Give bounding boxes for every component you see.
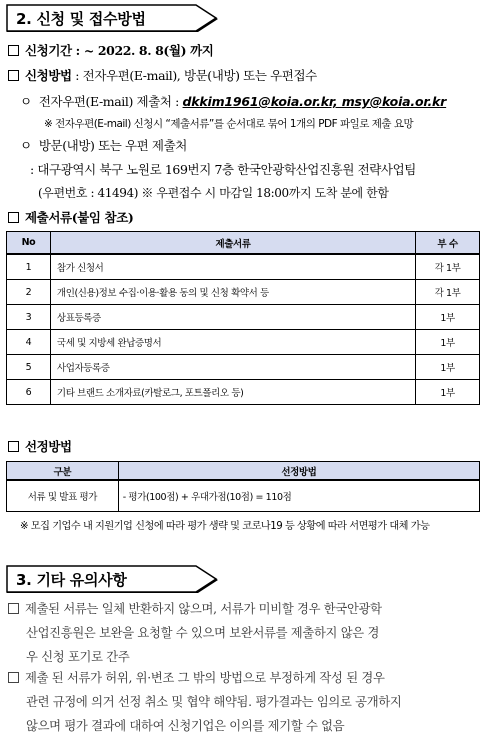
header-count: 부 수: [416, 232, 480, 255]
table-header-row: [7, 232, 480, 255]
selection-method: - 평가(100점) + 우대가점(10점) = 110점: [118, 480, 479, 512]
selection-heading: [8, 437, 72, 455]
row-no: 3: [7, 305, 51, 330]
section-2-banner: [6, 4, 216, 30]
docs-heading: [8, 208, 133, 226]
notice-2-line-3: 않으며 평가 결과에 대하여 신청기업은 이의를 제기할 수 없음: [26, 719, 345, 733]
table-row: [7, 254, 480, 280]
selection-heading-text: 선정방법: [25, 439, 72, 454]
method-label: 신청방법: [25, 68, 72, 83]
visit-submission: [20, 136, 187, 154]
email-label: 전자우편(E-mail) 제출처 :: [38, 94, 179, 109]
table-row: [7, 480, 480, 512]
circle-marker: ㅇ: [20, 138, 32, 153]
row-count: 1부: [416, 330, 480, 355]
notice-1-line-2: 산업진흥원은 보완을 요청할 수 있으며 보완서류를 제출하지 않은 경: [26, 626, 380, 640]
selection-note: ※ 모집 기업수 내 지원기업 신청에 따라 평가 생략 및 코로나19 등 상황에 따라 서면평가 대체 가능: [20, 521, 430, 532]
email-note: ※ 전자우편(E-mail) 신청시 “제출서류”를 순서대로 묶어 1개의 PDF 파일로 제출 요망: [44, 118, 414, 130]
email-addresses[interactable]: dkkim1961@koia.or.kr, msy@koia.or.kr: [182, 94, 447, 109]
table-row: [7, 330, 480, 355]
checkbox-square-icon: [8, 441, 19, 452]
table-row: [7, 380, 480, 405]
documents-table: [6, 231, 480, 405]
section-3-title: 3. 기타 유의사항: [16, 571, 127, 589]
table-row: [7, 355, 480, 380]
row-count: 1부: [416, 355, 480, 380]
selection-type: 서류 및 발표 평가: [7, 480, 119, 512]
table-row: [7, 280, 480, 305]
notice-2-line-1: 제출 된 서류가 허위, 위·변조 그 밖의 방법으로 부정하게 작성 된 경우: [25, 671, 385, 685]
section-3-banner: [6, 565, 216, 591]
period-text: 신청기간 : ~ 2022. 8. 8(월) 까지: [25, 43, 214, 58]
row-count: 각 1부: [416, 254, 480, 280]
row-no: 1: [7, 254, 51, 280]
selection-table: [6, 461, 480, 512]
address-line: : 대구광역시 북구 노원로 169번지 7층 한국안광학산업진흥원 전략사업팀: [30, 162, 416, 177]
docs-heading-text: 제출서류(붙임 참조): [25, 210, 134, 225]
visit-label: 방문(내방) 또는 우편 제출처: [38, 138, 187, 153]
postal-line: (우편번호 : 41494) ※ 우편접수 시 마감일 18:00까지 도착 분에 한함: [38, 186, 389, 200]
header-method: 선정방법: [118, 462, 479, 481]
row-no: 5: [7, 355, 51, 380]
header-no: No: [7, 232, 51, 255]
header-docs: 제출서류: [50, 232, 415, 255]
row-doc-name: 사업자등록증: [50, 355, 415, 380]
row-count: 1부: [416, 305, 480, 330]
notice-2: [8, 666, 486, 738]
row-no: 6: [7, 380, 51, 405]
row-count: 1부: [416, 380, 480, 405]
table-row: [7, 305, 480, 330]
table-header-row: [7, 462, 480, 481]
notice-1-line-3: 우 신청 포기로 간주: [26, 650, 130, 664]
header-type: 구분: [7, 462, 119, 481]
checkbox-square-icon: [8, 603, 19, 614]
row-count: 각 1부: [416, 280, 480, 305]
email-submission: [20, 92, 446, 110]
row-doc-name: 국세 및 지방세 완납증명서: [50, 330, 415, 355]
section-2-title: 2. 신청 및 접수방법: [16, 10, 146, 28]
row-doc-name: 기타 브랜드 소개자료(카탈로그, 포트폴리오 등): [50, 380, 415, 405]
row-no: 2: [7, 280, 51, 305]
checkbox-square-icon: [8, 212, 19, 223]
method-value: : 전자우편(E-mail), 방문(내방) 또는 우편접수: [71, 68, 317, 83]
application-method: [8, 66, 317, 84]
row-doc-name: 상표등록증: [50, 305, 415, 330]
application-period: [8, 41, 213, 59]
circle-marker: ㅇ: [20, 94, 32, 109]
checkbox-square-icon: [8, 70, 19, 81]
notice-1-line-1: 제출된 서류는 일체 반환하지 않으며, 서류가 미비할 경우 한국안광학: [25, 602, 382, 616]
checkbox-square-icon: [8, 672, 19, 683]
notice-1: [8, 597, 486, 669]
checkbox-square-icon: [8, 45, 19, 56]
row-no: 4: [7, 330, 51, 355]
row-doc-name: 참가 신청서: [50, 254, 415, 280]
notice-2-line-2: 관련 규정에 의거 선정 취소 및 협약 해약됨. 평가결과는 임의로 공개하지: [26, 695, 402, 709]
row-doc-name: 개인(신용)정보 수집·이용·활용 동의 및 신청 확약서 등: [50, 280, 415, 305]
